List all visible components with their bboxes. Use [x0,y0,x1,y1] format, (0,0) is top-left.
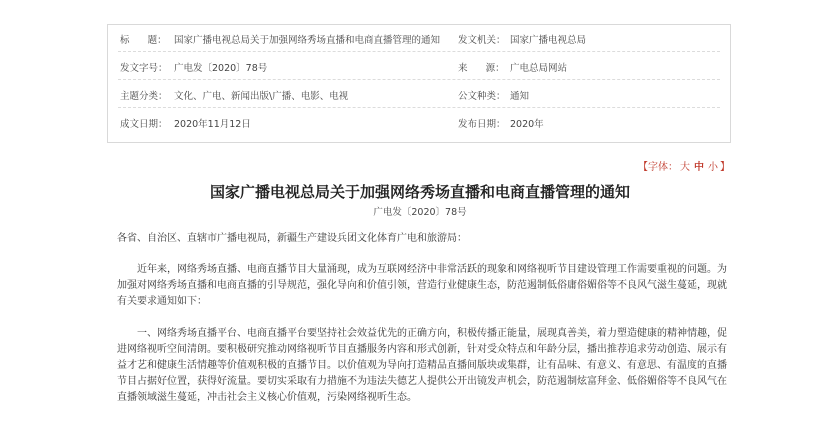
meta-value-doc-type: 通知 [510,91,530,102]
font-size-suffix: 】 [720,162,730,173]
meta-value-category: 文化、广电、新闻出版\广播、电影、电视 [174,91,349,102]
meta-value-doc-number: 广电发〔2020〕78号 [174,63,268,74]
meta-label-written-date: 成文日期： [120,119,168,130]
document-metadata-table [107,24,731,143]
font-size-selector [638,158,730,173]
meta-label-source: 来 源： [458,63,505,74]
meta-value-publish-date: 2020年 [510,119,544,130]
font-size-large-link[interactable]: 大 [680,162,690,173]
meta-label-issuer: 发文机关： [458,35,506,46]
meta-label-doc-number: 发文字号： [120,63,168,74]
meta-label-category: 主题分类： [120,91,168,102]
body-paragraph: 近年来，网络秀场直播、电商直播节目大量涌现，成为互联网经济中非常活跃的现象和网络视听节目建设管理工作需要重视的问题。为加强对网络秀场直播和电商直播的引导规范，强化导向和价值引领，营造行业健康生态，防范遏制低俗庸俗媚俗等不良风气滋生蔓延，现就有关要求通知如下： [117,264,727,307]
meta-label-publish-date: 发布日期： [458,119,506,130]
font-size-medium-link[interactable]: 中 [694,162,704,173]
meta-row-category [118,85,720,108]
body-paragraph: 一、网络秀场直播平台、电商直播平台要坚持社会效益优先的正确方向，积极传播正能量，展现真善美，着力塑造健康的精神情趣，促进网络视听空间清朗。要积极研究推动网络视听节目直播服务内容和形式创新，针对受众特点和年龄分层，播出推荐追求劳动创造、展示有益才艺和健康生活情趣等价值观积极的直播节目。以价值观为导向打造精品直播间版块或集群，让有品味、有意义、有意思、有温度的直播节目占据好位置，获得好流量。要切实采取有力措施不为违法失德艺人提供公开出镜发声机会，防范遏制炫富拜金、低俗媚俗等不良风气在直播领域滋生蔓延，冲击社会主义核心价值观，污染网络视听生态。 [117,328,727,403]
meta-row-dates [118,113,720,136]
font-size-prefix: 【字体： [638,162,678,173]
meta-row-title [118,29,720,52]
meta-value-issuer: 国家广播电视总局 [510,35,587,46]
meta-value-written-date: 2020年11月12日 [174,119,251,130]
meta-label-doc-type: 公文种类： [458,91,506,102]
meta-value-title: 国家广播电视总局关于加强网络秀场直播和电商直播管理的通知 [174,35,441,46]
meta-row-doc-number [118,57,720,80]
greeting-paragraph: 各省、自治区、直辖市广播电视局，新疆生产建设兵团文化体育广电和旅游局： [117,233,467,244]
meta-label-title: 标 题： [120,35,167,46]
meta-value-source: 广电总局网站 [510,63,568,74]
document-title: 国家广播电视总局关于加强网络秀场直播和电商直播管理的通知 [209,183,630,201]
font-size-small-link[interactable]: 小 [708,162,718,173]
document-number: 广电发〔2020〕78号 [373,207,467,218]
